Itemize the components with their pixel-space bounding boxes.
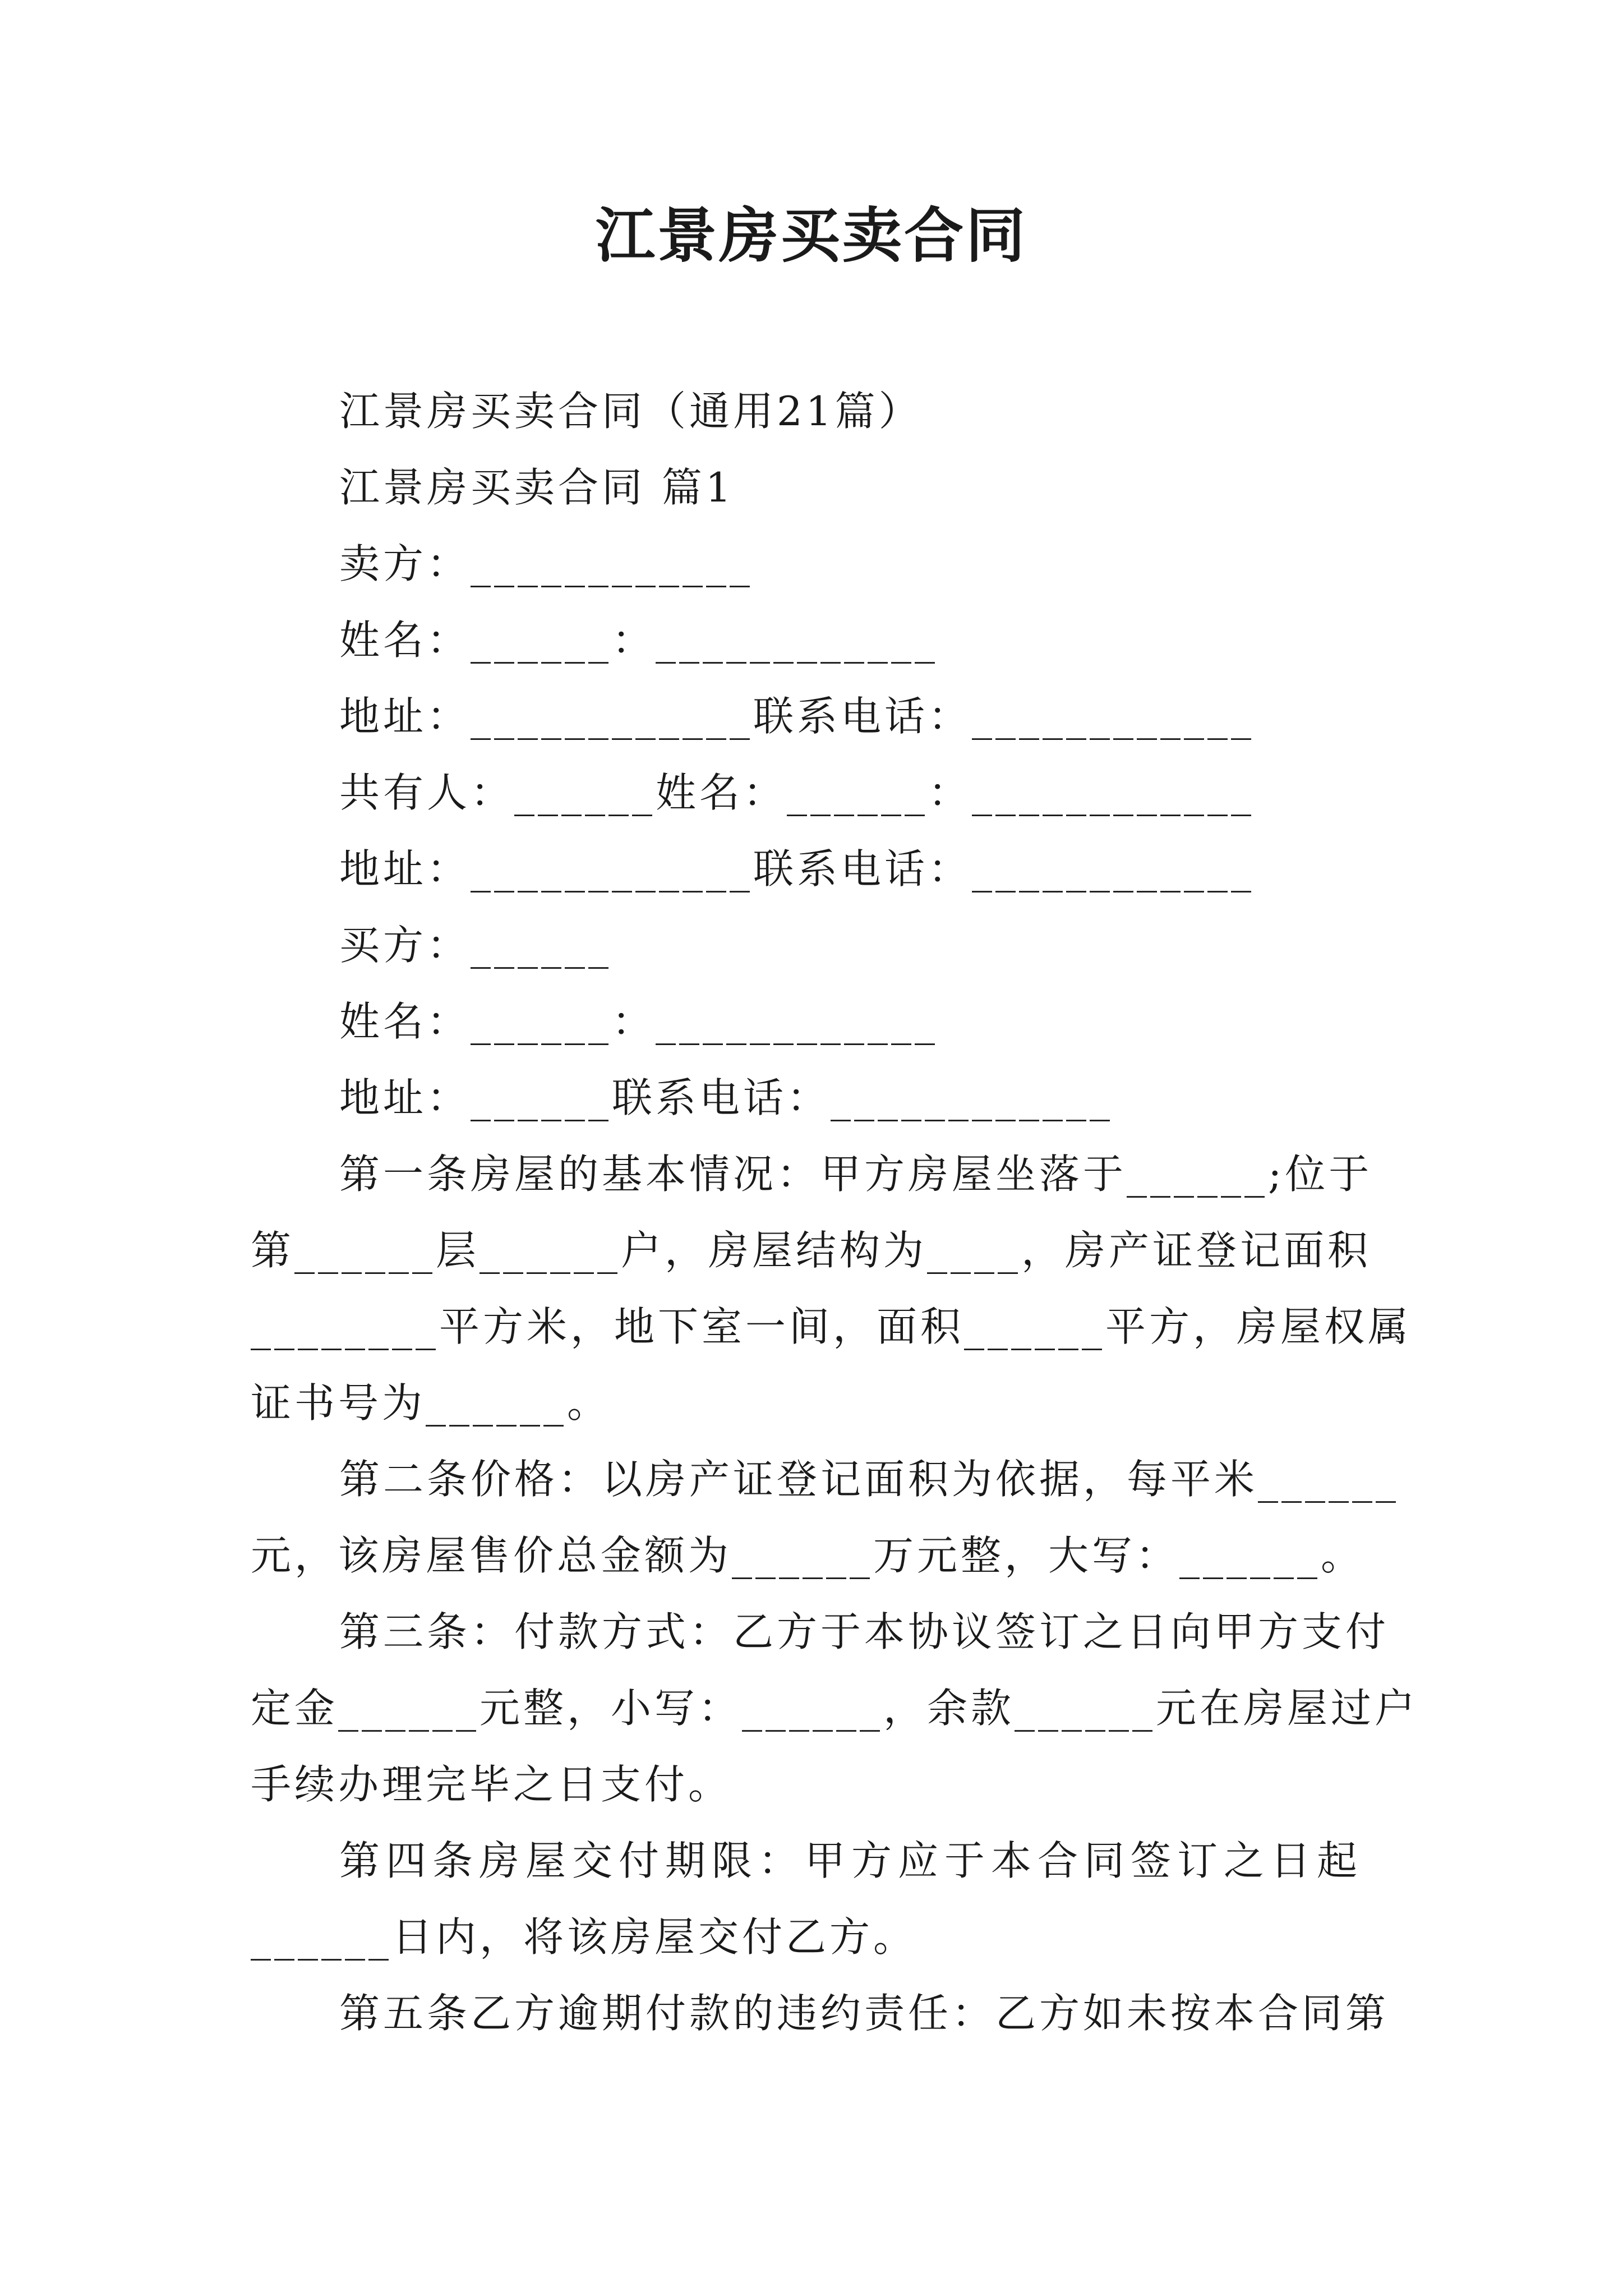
article-3-line: 手续办理完毕之日支付。 — [251, 1761, 732, 1808]
section-heading: 江景房买卖合同 篇1 — [339, 464, 735, 511]
buyer-name-line: 姓名：______：____________ — [339, 998, 939, 1045]
co-owner-address-line: 地址：____________联系电话：____________ — [339, 845, 1255, 892]
article-5-line: 第五条乙方逾期付款的违约责任：乙方如未按本合同第 — [339, 1990, 1390, 2037]
article-4 — [251, 1823, 1372, 1975]
article-4-line: 第四条房屋交付期限：甲方应于本合同签订之日起 — [339, 1837, 1364, 1884]
seller-name-line: 姓名：______：____________ — [339, 616, 939, 664]
subtitle: 江景房买卖合同（通用21篇） — [339, 388, 923, 435]
article-1 — [251, 1136, 1412, 1441]
article-5 — [251, 1975, 1390, 2051]
article-3 — [251, 1594, 1419, 1823]
document-body — [251, 373, 1419, 2051]
article-4-line: ______日内，将该房屋交付乙方。 — [251, 1913, 917, 1961]
article-3-line: 定金______元整，小写：______，余款______元在房屋过户 — [251, 1685, 1419, 1732]
article-2 — [251, 1441, 1400, 1594]
co-owner-line: 共有人：______姓名：______：____________ — [339, 769, 1255, 816]
seller-address-line: 地址：____________联系电话：____________ — [339, 693, 1255, 740]
seller-label: 卖方：____________ — [339, 540, 754, 587]
article-1-line: 第一条房屋的基本情况：甲方房屋坐落于______;位于 — [339, 1151, 1373, 1198]
article-1-line: 第______层______户，房屋结构为____，房产证登记面积 — [251, 1227, 1372, 1274]
article-1-line: ________平方米，地下室一间，面积______平方，房屋权属 — [251, 1303, 1412, 1350]
article-2-line: 元，该房屋售价总金额为______万元整，大写：______。 — [251, 1532, 1365, 1579]
article-2-line: 第二条价格：以房产证登记面积为依据，每平米______ — [339, 1456, 1400, 1503]
buyer-address-line: 地址：______联系电话：____________ — [339, 1074, 1114, 1121]
article-1-line: 证书号为______。 — [251, 1379, 611, 1427]
document-title: 江景房买卖合同 — [596, 200, 1027, 270]
buyer-label: 买方：______ — [339, 922, 612, 969]
article-3-line: 第三条：付款方式：乙方于本协议签订之日向甲方支付 — [339, 1608, 1390, 1655]
